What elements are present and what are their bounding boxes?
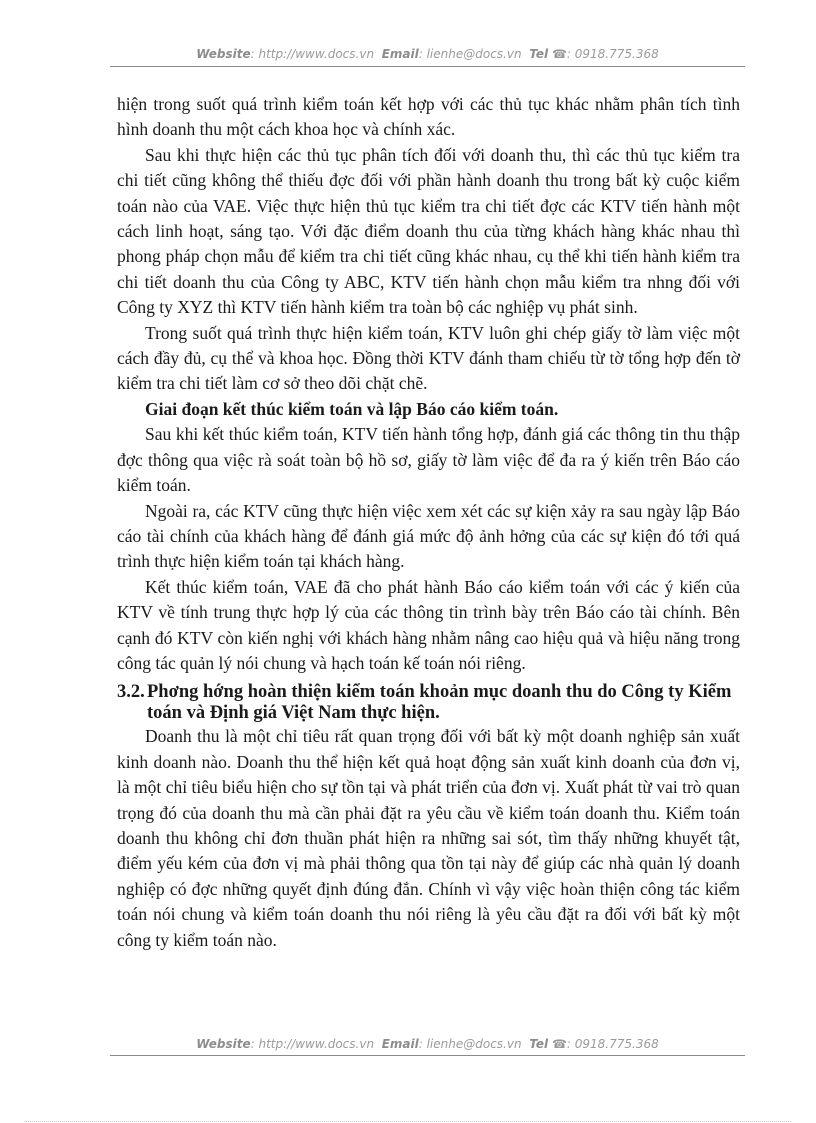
footer-website-value: : http://www.docs.vn (250, 1037, 375, 1051)
paragraph-2: Sau khi thực hiện các thủ tục phân tích đối với doanh thu, thì các thủ tục kiểm tra chi tiết cũng không thể thiếu đợc đối với phần hành doanh thu trong bất kỳ cuộc kiểm toán nào của VAE. Việc thực hiện thủ tục kiểm tra chi tiết đợc các KTV tiến hành một cách linh hoạt, sáng tạo. Với đặc điểm doanh thu của từng khách hàng khác nhau thì phong pháp chọn mẫu để kiểm tra chi tiết cũng khác nhau, cụ thể khi tiến hành kiểm tra chi tiết doanh thu của Công ty ABC, KTV tiến hành chọn mẫu kiểm tra nhng đối với Công ty XYZ thì KTV tiến hành kiểm tra toàn bộ các nghiệp vụ phát sinh. (117, 144, 740, 318)
header-tel-value: ☎: 0918.775.368 (551, 47, 659, 61)
page-header (110, 47, 745, 61)
page-footer (110, 1037, 745, 1051)
page-content (117, 92, 740, 953)
header-email-value: : lienhe@docs.vn (418, 47, 522, 61)
paragraph-7: Doanh thu là một chỉ tiêu rất quan trọng đối với bất kỳ một doanh nghiệp sản xuất kinh doanh nào. Doanh thu thể hiện kết quả hoạt động sản xuất kinh doanh của đơn vị, là một chỉ tiêu biểu hiện cho sự tồn tại và phát triển của đơn vị. Xuất phát từ vai trò quan trọng đó của doanh thu mà cần phải đặt ra yêu cầu về kiểm toán doanh thu. Kiểm toán doanh thu không chỉ đơn thuần phát hiện ra những sai sót, tìm thấy những khuyết tật, điểm yếu kém của đơn vị mà phải thông qua tồn tại này để giúp các nhà quản lý doanh nghiệp có đợc những quyết định đúng đắn. Chính vì vậy việc hoàn thiện công tác kiểm toán nói chung và kiểm toán doanh thu nói riêng là yêu cầu đặt ra đối với bất kỳ một công ty kiểm toán nào. (117, 726, 740, 950)
footer-tel-value: ☎: 0918.775.368 (551, 1037, 659, 1051)
paragraph-1: hiện trong suốt quá trình kiểm toán kết hợp với các thủ tục khác nhằm phân tích tình hình doanh thu một cách khoa học và chính xác. (117, 94, 740, 140)
paragraph-6: Kết thúc kiểm toán, VAE đã cho phát hành Báo cáo kiểm toán với các ý kiến của KTV về tính trung thực hợp lý của các thông tin trình bày trên Báo cáo tài chính. Bên cạnh đó KTV còn kiến nghị với khách hàng nhằm nâng cao hiệu quả và hiệu năng trong công tác quản lý nói chung và hạch toán kế toán nói riêng. (117, 576, 740, 673)
header-tel-label: Tel (529, 47, 549, 61)
paragraph-3: Trong suốt quá trình thực hiện kiểm toán, KTV luôn ghi chép giấy tờ làm việc một cách đầy đủ, cụ thể và khoa học. Đồng thời KTV đánh tham chiếu từ tờ tổng hợp đến tờ kiểm tra chi tiết làm cơ sở theo dõi chặt chẽ. (117, 322, 740, 394)
footer-divider (110, 1055, 745, 1056)
footer-website-label: Website (196, 1037, 251, 1051)
header-website-label: Website (196, 47, 251, 61)
section-title: Phơng hớng hoàn thiện kiểm toán khoản mục doanh thu do Công ty Kiểm toán và Định giá Việt Nam thực hiện. (147, 682, 732, 724)
paragraph-4: Sau khi kết thúc kiểm toán, KTV tiến hành tổng hợp, đánh giá các thông tin thu thập đợc thông qua việc rà soát toàn bộ hồ sơ, giấy tờ làm việc để đa ra ý kiến trên Báo cáo kiểm toán. (117, 424, 740, 496)
section-heading (117, 682, 740, 724)
header-website-value: : http://www.docs.vn (250, 47, 375, 61)
heading-conclusion-phase: Giai đoạn kết thúc kiểm toán và lập Báo cáo kiểm toán. (145, 398, 559, 419)
paragraph-5: Ngoài ra, các KTV cũng thực hiện việc xem xét các sự kiện xảy ra sau ngày lập Báo cáo tài chính của khách hàng để đánh giá mức độ ảnh hởng của các sự kiện đó tới quá trình thực hiện kiểm toán tại khách hàng. (117, 500, 740, 572)
section-number: 3.2. (117, 682, 145, 703)
footer-tel-label: Tel (529, 1037, 549, 1051)
footer-email-label: Email (381, 1037, 419, 1051)
header-divider (110, 66, 745, 67)
page-bottom-dotted-line (25, 1121, 791, 1122)
footer-email-value: : lienhe@docs.vn (418, 1037, 522, 1051)
header-email-label: Email (381, 47, 419, 61)
